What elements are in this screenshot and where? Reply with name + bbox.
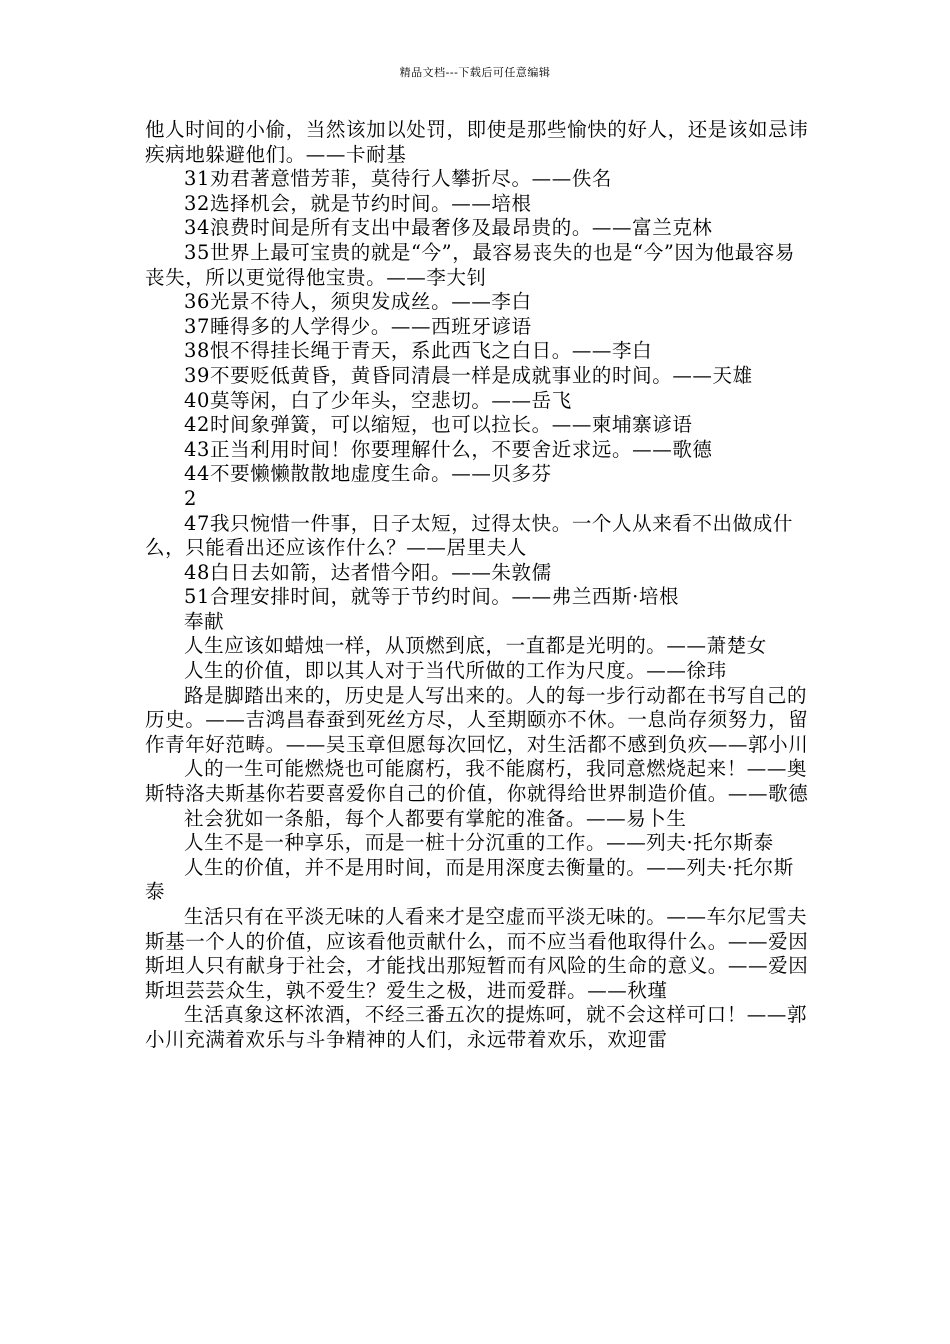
page-header: 精品文档---下载后可任意编辑 xyxy=(399,66,551,79)
paragraph: 38恨不得挂长绳于青天，系此西飞之白日。——李白 xyxy=(184,339,653,363)
paragraph: 社会犹如一条船，每个人都要有掌舵的准备。——易卜生 xyxy=(184,806,687,830)
paragraph: 47我只惋惜一件事，日子太短，过得太快。一个人从来看不出做成什么，只能看出还应该作什么？——居里夫人 xyxy=(145,511,793,560)
paragraph: 人生应该如蜡烛一样，从顶燃到底，一直都是光明的。——萧楚女 xyxy=(184,634,767,658)
paragraph: 51合理安排时间，就等于节约时间。——弗兰西斯·培根 xyxy=(184,585,680,609)
paragraph: 人生不是一种享乐，而是一桩十分沉重的工作。——列夫·托尔斯泰 xyxy=(184,831,774,855)
paragraph: 31劝君著意惜芳菲，莫待行人攀折尽。——佚名 xyxy=(184,167,613,191)
document-body xyxy=(145,118,809,1053)
paragraph: 42时间象弹簧，可以缩短，也可以拉长。——柬埔寨谚语 xyxy=(184,413,693,437)
paragraph: 人生的价值，并不是用时间，而是用深度去衡量的。——列夫·托尔斯泰 xyxy=(145,855,794,904)
paragraph: 34浪费时间是所有支出中最奢侈及最昂贵的。——富兰克林 xyxy=(184,216,713,240)
paragraph: 40莫等闲，白了少年头，空悲切。——岳飞 xyxy=(184,388,572,412)
paragraph: 39不要贬低黄昏，黄昏同清晨一样是成就事业的时间。——天雄 xyxy=(184,363,753,387)
paragraph: 32选择机会，就是节约时间。——培根 xyxy=(184,191,532,215)
paragraph: 44不要懒懒散散地虚度生命。——贝多芬 xyxy=(184,462,552,486)
paragraph: 他人时间的小偷，当然该加以处罚，即使是那些愉快的好人，还是该如忌讳疾病地躲避他们。——卡耐基 xyxy=(145,118,809,166)
paragraph: 36光景不待人，须臾发成丝。——李白 xyxy=(184,290,532,314)
paragraph: 35世界上最可宝贵的就是“今”，最容易丧失的也是“今”因为他最容易丧失，所以更觉得他宝贵。——李大钊 xyxy=(145,240,795,289)
paragraph: 生活只有在平淡无味的人看来才是空虚而平淡无味的。——车尔尼雪夫斯基一个人的价值，应该看他贡献什么，而不应当看他取得什么。——爱因斯坦人只有献身于社会，才能找出那短暂而有风险的生命的意义。——爱因斯坦芸芸众生，孰不爱生？爱生之极，进而爱群。——秋瑾 xyxy=(145,905,809,1002)
paragraph: 43正当利用时间！你要理解什么，不要舍近求远。——歌德 xyxy=(184,437,713,461)
paragraph: 人生的价值，即以其人对于当代所做的工作为尺度。——徐玮 xyxy=(184,659,727,683)
paragraph: 生活真象这杯浓酒，不经三番五次的提炼呵，就不会这样可口！——郭小川充满着欢乐与斗争精神的人们，永远带着欢乐，欢迎雷 xyxy=(145,1003,808,1051)
paragraph: 人的一生可能燃烧也可能腐朽，我不能腐朽，我同意燃烧起来！——奥斯特洛夫斯基你若要喜爱你自己的价值，你就得给世界制造价值。——歌德 xyxy=(145,757,809,806)
paragraph: 奉献 xyxy=(184,609,225,633)
paragraph: 48白日去如箭，达者惜今阳。——朱敦儒 xyxy=(184,560,552,584)
paragraph: 37睡得多的人学得少。——西班牙谚语 xyxy=(184,314,532,338)
paragraph: 2 xyxy=(184,486,198,510)
paragraph: 路是脚踏出来的，历史是人写出来的。人的每一步行动都在书写自己的历史。——吉鸿昌春蚕到死丝方尽，人至期颐亦不休。一息尚存须努力，留作青年好范畴。——吴玉章但愿每次回忆，对生活都不感到负疚——郭小川 xyxy=(145,683,809,756)
